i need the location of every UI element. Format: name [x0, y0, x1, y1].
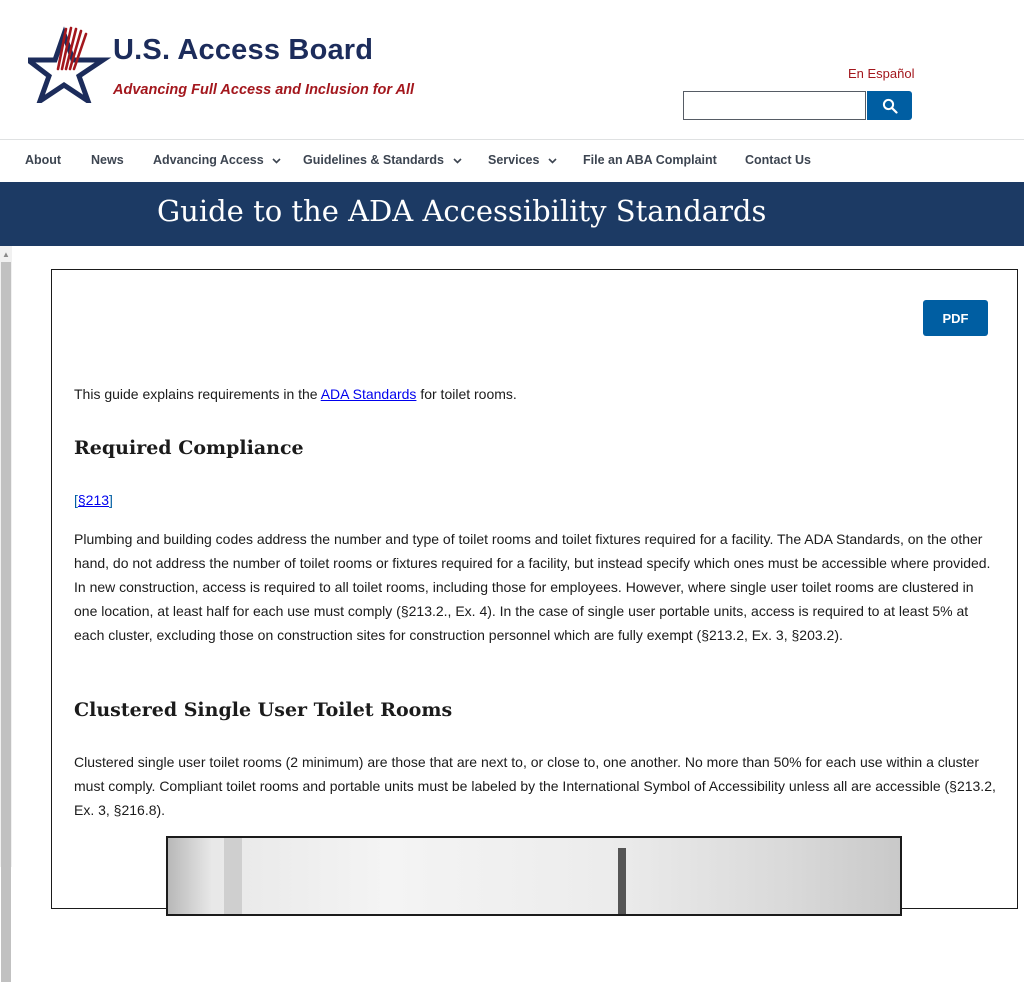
nav-item-label: About [25, 153, 62, 167]
nav-item-label: News [91, 153, 124, 167]
required-compliance-paragraph: Plumbing and building codes address the number and type of toilet rooms and toilet fixtures required for a facility. The ADA Standards, on the other hand, do not address the number of toilet rooms or fixtures required for a facility, but instead specify which ones must be accessible where provided. In new construction, access is required to all toilet rooms, including those for employees. However, where single user toilet rooms are clustered in one location, at least half for each use must comply (§213.2., Ex. 4). In the case of single user portable units, access is required to at least 5% at each cluster, excluding those on construction sites for construction personnel which are fully exempt (§213.2, Ex. 3, §203.2). [74, 531, 991, 643]
search-icon [882, 98, 898, 114]
scrollbar-thumb[interactable] [1, 262, 11, 982]
nav-item-about[interactable] [25, 153, 61, 167]
toilet-room-photo [166, 836, 902, 916]
nav-item-file-aba-complaint[interactable] [583, 153, 717, 167]
clustered-toilet-rooms-paragraph: Clustered single user toilet rooms (2 minimum) are those that are next to, or close to, one another. No more than 50% for each use within a cluster must comply. Compliant toilet rooms and portable units must be labeled by the International Symbol of Accessibility unless all are accessible (§213.2, Ex. 3, §216.8). [74, 754, 996, 818]
nav-item-news[interactable] [91, 153, 124, 167]
reference-close-bracket: ] [109, 492, 113, 508]
pdf-button[interactable]: PDF [923, 300, 988, 336]
language-link-espanol[interactable]: En Español [848, 66, 915, 81]
scroll-up-arrow-icon[interactable]: ▲ [2, 250, 10, 259]
nav-item-label: Contact Us [745, 153, 811, 167]
search-input[interactable] [683, 91, 866, 120]
scrollbar[interactable] [0, 246, 12, 867]
brand-title[interactable]: U.S. Access Board [113, 34, 374, 66]
nav-item-advancing-access[interactable] [153, 153, 281, 167]
section-reference [74, 488, 999, 512]
intro-text-after: for toilet rooms. [416, 386, 517, 402]
intro-text-before: This guide explains requirements in the [74, 386, 321, 402]
search-button[interactable] [867, 91, 912, 120]
page-hero-banner [0, 182, 1024, 246]
nav-item-label: Services [488, 153, 540, 167]
nav-item-contact-us[interactable] [745, 153, 811, 167]
reference-open-bracket: [ [74, 492, 78, 508]
nav-item-label: File an ABA Complaint [583, 153, 717, 167]
nav-item-label: Guidelines & Standards [303, 153, 445, 167]
chevron-down-icon [548, 158, 557, 164]
photo-door-frame [618, 848, 626, 916]
photo-wall-post [224, 838, 242, 916]
ada-standards-link[interactable]: ADA Standards [320, 386, 417, 402]
intro-paragraph [74, 382, 999, 406]
main-nav [0, 140, 1024, 182]
nav-item-label: Advancing Access [153, 153, 264, 167]
chevron-down-icon [453, 158, 462, 164]
page-title: Guide to the ADA Accessibility Standards [157, 194, 767, 228]
section-heading-clustered-toilet-rooms: Clustered Single User Toilet Rooms [74, 699, 453, 721]
access-board-star-logo-icon[interactable] [28, 25, 112, 103]
section-213-link[interactable]: §213 [77, 492, 110, 508]
nav-item-services[interactable] [488, 153, 557, 167]
chevron-down-icon [272, 158, 281, 164]
site-header [0, 0, 1024, 139]
nav-item-guidelines-standards[interactable] [303, 153, 462, 167]
section-heading-required-compliance: Required Compliance [74, 437, 304, 459]
brand-tagline: Advancing Full Access and Inclusion for All [113, 82, 415, 98]
content-card [51, 269, 1018, 909]
